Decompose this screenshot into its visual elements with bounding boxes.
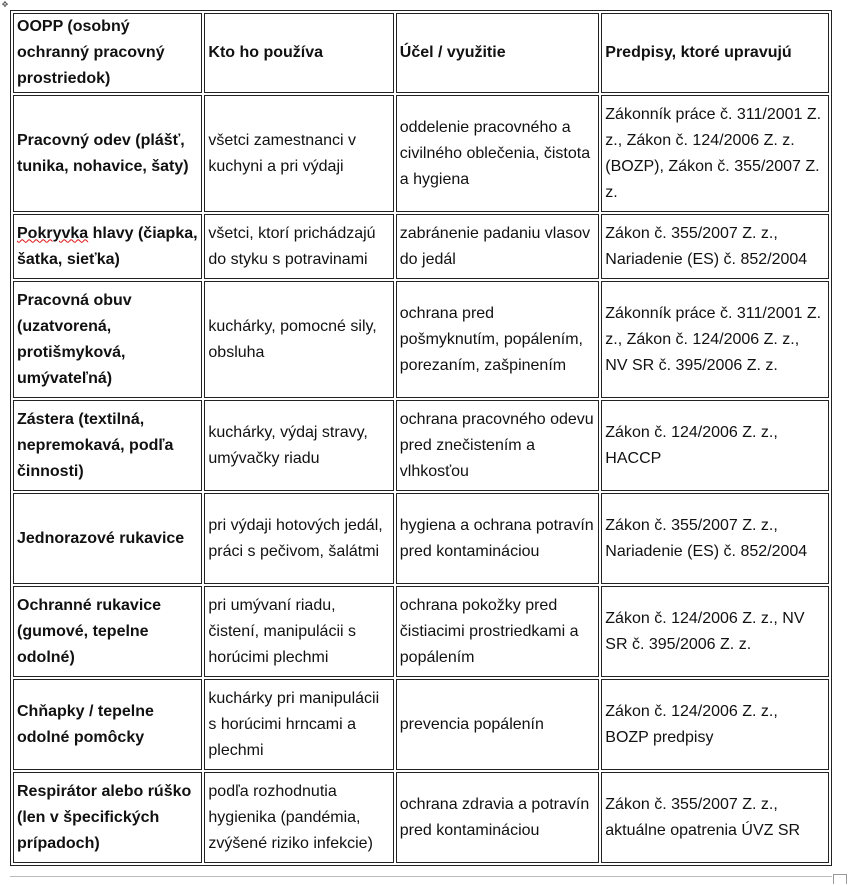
end-of-row-marker: [833, 874, 847, 884]
cell-regulations[interactable]: Zákonník práce č. 311/2001 Z. z., Zákon č. 124/2006 Z. z., NV SR č. 395/2006 Z. z.: [601, 281, 829, 398]
table-header-row: [13, 13, 829, 93]
cell-purpose[interactable]: ochrana pracovného odevu pred znečistením a vlhkosťou: [396, 400, 600, 491]
table-row: [13, 493, 829, 584]
header-cell-regulations[interactable]: Predpisy, ktoré upravujú: [601, 13, 829, 93]
table-row: [13, 772, 829, 863]
header-cell-who[interactable]: Kto ho používa: [204, 13, 393, 93]
cell-who[interactable]: podľa rozhodnutia hygienika (pandémia, zvýšené riziko infekcie): [204, 772, 393, 863]
table-row: [13, 214, 829, 279]
cell-who[interactable]: všetci zamestnanci v kuchyni a pri výdaji: [204, 95, 393, 212]
header-cell-oopp[interactable]: OOPP (osobný ochranný pracovný prostriedok): [13, 13, 202, 93]
table-move-handle-icon[interactable]: ✥: [1, 0, 9, 9]
cell-oopp[interactable]: Jednorazové rukavice: [13, 493, 202, 584]
cell-regulations[interactable]: Zákonník práce č. 311/2001 Z. z., Zákon č. 124/2006 Z. z. (BOZP), Zákon č. 355/2007 Z. z.: [601, 95, 829, 212]
table-row: [13, 95, 829, 212]
cell-regulations[interactable]: Zákon č. 355/2007 Z. z., Nariadenie (ES) č. 852/2004: [601, 214, 829, 279]
cell-oopp[interactable]: Pracovný odev (plášť, tunika, nohavice, šaty): [13, 95, 202, 212]
table-row: [13, 679, 829, 770]
ppe-table: [10, 10, 832, 866]
cell-who[interactable]: všetci, ktorí prichádzajú do styku s potravinami: [204, 214, 393, 279]
cell-purpose[interactable]: ochrana pred pošmyknutím, popálením, porezaním, zašpinením: [396, 281, 600, 398]
cell-regulations[interactable]: Zákon č. 355/2007 Z. z., aktuálne opatrenia ÚVZ SR: [601, 772, 829, 863]
cell-oopp[interactable]: Pracovná obuv (uzatvorená, protišmyková, umývateľná): [13, 281, 202, 398]
cell-purpose[interactable]: oddelenie pracovného a civilného oblečenia, čistota a hygiena: [396, 95, 600, 212]
table-row: [13, 400, 829, 491]
cell-who[interactable]: kuchárky pri manipulácii s horúcimi hrncami a plechmi: [204, 679, 393, 770]
cell-regulations[interactable]: Zákon č. 124/2006 Z. z., NV SR č. 395/2006 Z. z.: [601, 586, 829, 677]
cell-who[interactable]: pri umývaní riadu, čistení, manipulácii s horúcimi plechmi: [204, 586, 393, 677]
table-row: [13, 281, 829, 398]
cell-oopp[interactable]: Pokryvka hlavy (čiapka, šatka, sieťka): [13, 214, 202, 279]
cell-purpose[interactable]: ochrana pokožky pred čistiacimi prostriedkami a popálením: [396, 586, 600, 677]
cell-regulations[interactable]: Zákon č. 355/2007 Z. z., Nariadenie (ES) č. 852/2004: [601, 493, 829, 584]
spellcheck-word: Pokryvka: [17, 224, 89, 242]
cell-who[interactable]: pri výdaji hotových jedál, práci s pečivom, šalátmi: [204, 493, 393, 584]
paragraph-boundary-line: [10, 876, 832, 877]
cell-purpose[interactable]: hygiena a ochrana potravín pred kontamináciou: [396, 493, 600, 584]
table-row: [13, 586, 829, 677]
cell-oopp[interactable]: Zástera (textilná, nepremokavá, podľa činnosti): [13, 400, 202, 491]
cell-who[interactable]: kuchárky, výdaj stravy, umývačky riadu: [204, 400, 393, 491]
cell-purpose[interactable]: ochrana zdravia a potravín pred kontamináciou: [396, 772, 600, 863]
header-cell-purpose[interactable]: Účel / využitie: [396, 13, 600, 93]
cell-oopp[interactable]: Respirátor alebo rúško (len v špecifických prípadoch): [13, 772, 202, 863]
cell-who[interactable]: kuchárky, pomocné sily, obsluha: [204, 281, 393, 398]
cell-oopp[interactable]: Chňapky / tepelne odolné pomôcky: [13, 679, 202, 770]
cell-purpose[interactable]: zabránenie padaniu vlasov do jedál: [396, 214, 600, 279]
cell-purpose[interactable]: prevencia popálenín: [396, 679, 600, 770]
cell-regulations[interactable]: Zákon č. 124/2006 Z. z., BOZP predpisy: [601, 679, 829, 770]
cell-oopp[interactable]: Ochranné rukavice (gumové, tepelne odolné): [13, 586, 202, 677]
cell-regulations[interactable]: Zákon č. 124/2006 Z. z., HACCP: [601, 400, 829, 491]
